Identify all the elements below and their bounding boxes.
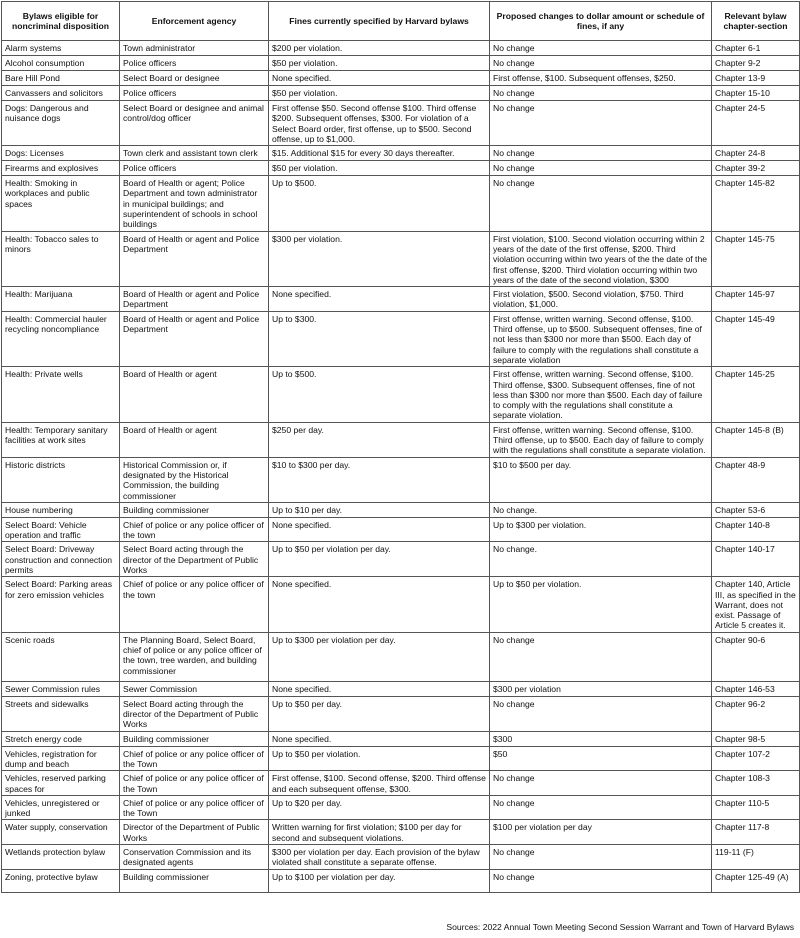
table-row (2, 457, 800, 502)
cell-bylaw: Alarm systems (2, 41, 120, 56)
cell-proposed-change: $100 per violation per day (490, 820, 712, 845)
cell-chapter-section: 119-11 (F) (712, 845, 800, 870)
cell-chapter-section: Chapter 145-97 (712, 287, 800, 312)
cell-current-fine: Up to $500. (269, 176, 490, 231)
cell-bylaw: Streets and sidewalks (2, 696, 120, 731)
cell-current-fine: None specified. (269, 731, 490, 746)
cell-proposed-change: No change (490, 41, 712, 56)
table-row (2, 86, 800, 101)
cell-bylaw: Alcohol consumption (2, 56, 120, 71)
cell-current-fine: $200 per violation. (269, 41, 490, 56)
cell-proposed-change: No change. (490, 542, 712, 577)
table-row (2, 287, 800, 312)
table-row (2, 869, 800, 892)
cell-current-fine: None specified. (269, 681, 490, 696)
cell-current-fine: Up to $50 per day. (269, 696, 490, 731)
cell-agency: Town administrator (120, 41, 269, 56)
cell-bylaw: Bare Hill Pond (2, 71, 120, 86)
cell-agency: Select Board or designee and animal control/dog officer (120, 101, 269, 146)
cell-bylaw: Health: Commercial hauler recycling noncompliance (2, 311, 120, 366)
cell-chapter-section: Chapter 6-1 (712, 41, 800, 56)
cell-chapter-section: Chapter 96-2 (712, 696, 800, 731)
table-row (2, 71, 800, 86)
cell-current-fine: First offense, $100. Second offense, $200. Third offense and each subsequent offense, $300. (269, 771, 490, 796)
cell-chapter-section: Chapter 140-17 (712, 542, 800, 577)
cell-proposed-change: First violation, $500. Second violation, $750. Third violation, $1,000. (490, 287, 712, 312)
cell-chapter-section: Chapter 145-8 (B) (712, 422, 800, 457)
cell-current-fine: None specified. (269, 517, 490, 542)
source-note: Sources: 2022 Annual Town Meeting Second Session Warrant and Town of Harvard Bylaws (446, 922, 794, 932)
cell-chapter-section: Chapter 108-3 (712, 771, 800, 796)
cell-current-fine: None specified. (269, 71, 490, 86)
cell-proposed-change: Up to $50 per violation. (490, 577, 712, 632)
table-row (2, 632, 800, 681)
col-header-current-fines: Fines currently specified by Harvard bylaws (269, 2, 490, 41)
cell-current-fine: None specified. (269, 577, 490, 632)
cell-bylaw: Select Board: Driveway construction and connection permits (2, 542, 120, 577)
cell-chapter-section: Chapter 39-2 (712, 161, 800, 176)
table-row (2, 746, 800, 771)
cell-proposed-change: Up to $300 per violation. (490, 517, 712, 542)
cell-chapter-section: Chapter 15-10 (712, 86, 800, 101)
cell-proposed-change: $300 (490, 731, 712, 746)
cell-current-fine: Up to $300. (269, 311, 490, 366)
cell-chapter-section: Chapter 117-8 (712, 820, 800, 845)
cell-chapter-section: Chapter 48-9 (712, 457, 800, 502)
table-row (2, 696, 800, 731)
table-row (2, 820, 800, 845)
cell-agency: Chief of police or any police officer of the Town (120, 746, 269, 771)
cell-bylaw: Vehicles, unregistered or junked (2, 795, 120, 820)
cell-current-fine: Up to $500. (269, 367, 490, 422)
cell-agency: Board of Health or agent (120, 422, 269, 457)
cell-chapter-section: Chapter 110-5 (712, 795, 800, 820)
cell-chapter-section: Chapter 145-49 (712, 311, 800, 366)
cell-proposed-change: No change (490, 86, 712, 101)
table-row (2, 311, 800, 366)
fines-table (1, 1, 800, 893)
cell-proposed-change: No change (490, 176, 712, 231)
cell-proposed-change: $10 to $500 per day. (490, 457, 712, 502)
cell-proposed-change: First offense, written warning. Second offense, $100. Third offense, $300. Subsequent offenses, fine of not less than $300 nor more than $500. Each day of failure to comply with the regulations shall constitute a separate violation. (490, 367, 712, 422)
cell-current-fine: None specified. (269, 287, 490, 312)
cell-current-fine: $10 to $300 per day. (269, 457, 490, 502)
cell-bylaw: Stretch energy code (2, 731, 120, 746)
cell-bylaw: Sewer Commission rules (2, 681, 120, 696)
cell-agency: Building commissioner (120, 502, 269, 517)
cell-bylaw: Health: Temporary sanitary facilities at work sites (2, 422, 120, 457)
cell-bylaw: Health: Private wells (2, 367, 120, 422)
cell-agency: Police officers (120, 56, 269, 71)
cell-chapter-section: Chapter 53-6 (712, 502, 800, 517)
cell-chapter-section: Chapter 9-2 (712, 56, 800, 71)
cell-proposed-change: No change (490, 845, 712, 870)
table-row (2, 41, 800, 56)
cell-proposed-change: No change. (490, 502, 712, 517)
table-row (2, 56, 800, 71)
table-row (2, 771, 800, 796)
cell-proposed-change: No change (490, 161, 712, 176)
cell-bylaw: Health: Marijuana (2, 287, 120, 312)
cell-agency: The Planning Board, Select Board, chief of police or any police officer of the town, tree warden, and building commissioner (120, 632, 269, 681)
cell-proposed-change: First offense, written warning. Second offense, $100. Third offense, up to $500. Each day of failure to comply with the regulations shall constitute a separate violation. (490, 422, 712, 457)
cell-proposed-change: $50 (490, 746, 712, 771)
cell-bylaw: Dogs: Dangerous and nuisance dogs (2, 101, 120, 146)
cell-current-fine: $250 per day. (269, 422, 490, 457)
cell-chapter-section: Chapter 107-2 (712, 746, 800, 771)
cell-bylaw: Zoning, protective bylaw (2, 869, 120, 892)
cell-bylaw: Water supply, conservation (2, 820, 120, 845)
cell-proposed-change: No change (490, 632, 712, 681)
cell-proposed-change: $300 per violation (490, 681, 712, 696)
cell-proposed-change: No change (490, 146, 712, 161)
cell-bylaw: Health: Smoking in workplaces and public spaces (2, 176, 120, 231)
cell-bylaw: Historic districts (2, 457, 120, 502)
cell-chapter-section: Chapter 145-82 (712, 176, 800, 231)
cell-proposed-change: No change (490, 101, 712, 146)
cell-agency: Chief of police or any police officer of the town (120, 517, 269, 542)
table-row (2, 231, 800, 286)
cell-current-fine: Up to $100 per violation per day. (269, 869, 490, 892)
cell-agency: Chief of police or any police officer of the Town (120, 771, 269, 796)
cell-current-fine: Up to $300 per violation per day. (269, 632, 490, 681)
cell-agency: Chief of police or any police officer of the Town (120, 795, 269, 820)
table-row (2, 845, 800, 870)
cell-chapter-section: Chapter 98-5 (712, 731, 800, 746)
cell-chapter-section: Chapter 24-8 (712, 146, 800, 161)
cell-current-fine: $300 per violation. (269, 231, 490, 286)
table-row (2, 161, 800, 176)
cell-current-fine: Up to $50 per violation. (269, 746, 490, 771)
cell-bylaw: Vehicles, reserved parking spaces for (2, 771, 120, 796)
cell-bylaw: Dogs: Licenses (2, 146, 120, 161)
cell-agency: Historical Commission or, if designated by the Historical Commission, the building commissioner (120, 457, 269, 502)
cell-bylaw: Firearms and explosives (2, 161, 120, 176)
col-header-agency: Enforcement agency (120, 2, 269, 41)
cell-agency: Board of Health or agent; Police Department and town administrator in municipal buildings; and superintendent of schools in school buildings (120, 176, 269, 231)
table-row (2, 176, 800, 231)
cell-agency: Police officers (120, 161, 269, 176)
cell-agency: Board of Health or agent and Police Department (120, 287, 269, 312)
cell-chapter-section: Chapter 145-75 (712, 231, 800, 286)
cell-chapter-section: Chapter 24-5 (712, 101, 800, 146)
table-row (2, 101, 800, 146)
cell-bylaw: Select Board: Vehicle operation and traffic (2, 517, 120, 542)
cell-current-fine: $50 per violation. (269, 86, 490, 101)
table-row (2, 731, 800, 746)
cell-current-fine: $50 per violation. (269, 56, 490, 71)
cell-chapter-section: Chapter 145-25 (712, 367, 800, 422)
cell-agency: Conservation Commission and its designated agents (120, 845, 269, 870)
cell-current-fine: First offense $50. Second offense $100. Third offense $200. Subsequent offenses, $300. For violation of a Select Board order, first offense, up to $500. Second offense, up to $1,000. (269, 101, 490, 146)
table-row (2, 681, 800, 696)
cell-chapter-section: Chapter 90-6 (712, 632, 800, 681)
table-row (2, 502, 800, 517)
table-row (2, 577, 800, 632)
table-row (2, 542, 800, 577)
cell-bylaw: Select Board: Parking areas for zero emission vehicles (2, 577, 120, 632)
cell-current-fine: $15. Additional $15 for every 30 days thereafter. (269, 146, 490, 161)
col-header-proposed-changes: Proposed changes to dollar amount or schedule of fines, if any (490, 2, 712, 41)
col-header-chapter-section: Relevant bylaw chapter-section (712, 2, 800, 41)
cell-agency: Select Board or designee (120, 71, 269, 86)
cell-proposed-change: No change (490, 795, 712, 820)
cell-agency: Chief of police or any police officer of the town (120, 577, 269, 632)
cell-chapter-section: Chapter 140, Article III, as specified in the Warrant, does not exist. Passage of Article 5 creates it. (712, 577, 800, 632)
cell-proposed-change: First violation, $100. Second violation occurring within 2 years of the date of the first offense, $200. Third violation occurring within two years of the the date of the first offense, $200. Third violation occurring within two years of the date of the second violation, $300 (490, 231, 712, 286)
cell-agency: Town clerk and assistant town clerk (120, 146, 269, 161)
cell-bylaw: Vehicles, registration for dump and beach (2, 746, 120, 771)
cell-current-fine: $300 per violation per day. Each provision of the bylaw violated shall constitute a separate offense. (269, 845, 490, 870)
table-row (2, 422, 800, 457)
cell-current-fine: Up to $20 per day. (269, 795, 490, 820)
cell-agency: Board of Health or agent (120, 367, 269, 422)
cell-agency: Sewer Commission (120, 681, 269, 696)
header-row (2, 2, 800, 41)
cell-proposed-change: No change (490, 56, 712, 71)
cell-proposed-change: No change (490, 869, 712, 892)
cell-proposed-change: First offense, written warning. Second offense, $100. Third offense, up to $500. Subsequent offenses, fine of not less than $300 nor more than $500. Each day of failure to comply with the regulations shall constitute a separate violation (490, 311, 712, 366)
cell-agency: Select Board acting through the director of the Department of Public Works (120, 696, 269, 731)
cell-current-fine: Up to $10 per day. (269, 502, 490, 517)
cell-proposed-change: No change (490, 771, 712, 796)
cell-proposed-change: First offense, $100. Subsequent offenses, $250. (490, 71, 712, 86)
cell-bylaw: Health: Tobacco sales to minors (2, 231, 120, 286)
cell-agency: Board of Health or agent and Police Department (120, 231, 269, 286)
cell-bylaw: House numbering (2, 502, 120, 517)
cell-current-fine: Written warning for first violation; $100 per day for second and subsequent violations. (269, 820, 490, 845)
cell-agency: Director of the Department of Public Works (120, 820, 269, 845)
table-row (2, 517, 800, 542)
cell-current-fine: Up to $50 per violation per day. (269, 542, 490, 577)
cell-agency: Building commissioner (120, 731, 269, 746)
cell-agency: Board of Health or agent and Police Department (120, 311, 269, 366)
cell-chapter-section: Chapter 140-8 (712, 517, 800, 542)
cell-bylaw: Wetlands protection bylaw (2, 845, 120, 870)
cell-agency: Police officers (120, 86, 269, 101)
cell-agency: Select Board acting through the director of the Department of Public Works (120, 542, 269, 577)
cell-proposed-change: No change (490, 696, 712, 731)
table-row (2, 146, 800, 161)
cell-chapter-section: Chapter 13-9 (712, 71, 800, 86)
cell-bylaw: Canvassers and solicitors (2, 86, 120, 101)
col-header-bylaw: Bylaws eligible for noncriminal disposition (2, 2, 120, 41)
cell-chapter-section: Chapter 146-53 (712, 681, 800, 696)
cell-bylaw: Scenic roads (2, 632, 120, 681)
table-row (2, 795, 800, 820)
cell-agency: Building commissioner (120, 869, 269, 892)
cell-current-fine: $50 per violation. (269, 161, 490, 176)
cell-chapter-section: Chapter 125-49 (A) (712, 869, 800, 892)
table-row (2, 367, 800, 422)
